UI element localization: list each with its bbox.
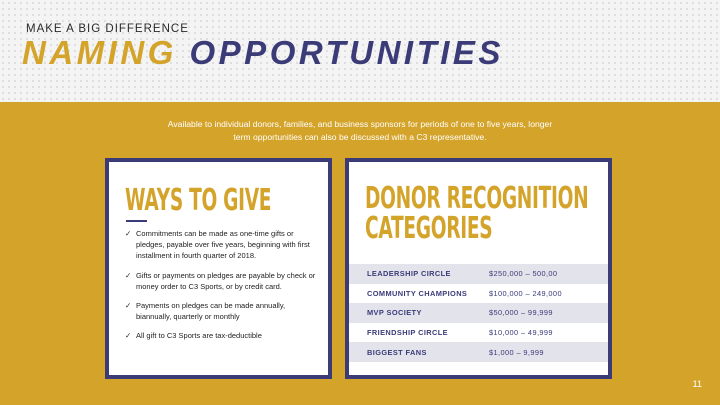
eyebrow-text: MAKE A BIG DIFFERENCE [26,23,189,35]
donor-recognition-title-line2: CATEGORIES [365,211,493,246]
list-item [125,330,321,341]
category-amount: $250,000 – 500,00 [489,269,558,279]
category-amount: $50,000 – 99,999 [489,308,553,318]
category-name: MVP SOCIETY [367,308,422,318]
list-item-text: Payments on pledges can be made annually, biannually, quarterly or monthly [136,301,286,322]
category-amount: $1,000 – 9,999 [489,347,544,357]
checkmark-icon: ✓ [125,229,132,238]
checkmark-icon: ✓ [125,270,132,280]
table-row [349,303,608,323]
header-banner [0,0,720,102]
table-row [349,323,608,343]
list-item-text: Gifts or payments on pledges are payable by check or money order to C3 Sports, or by credit card. [136,270,316,291]
category-amount: $100,000 – 249,000 [489,288,562,298]
intro-line-2: term opportunities can also be discussed with a C3 representative. [233,132,487,142]
donor-categories-table [349,264,608,362]
intro-line-1: Available to individual donors, families, and business sponsors for periods of one to five years, longer [167,119,553,129]
category-name: FRIENDSHIP CIRCLE [367,328,448,338]
category-name: COMMUNITY CHAMPIONS [367,288,468,298]
donor-recognition-title [365,181,589,246]
ways-to-give-card [105,158,332,379]
page-title-part2: OPPORTUNITIES [189,34,504,71]
category-name: LEADERSHIP CIRCLE [367,269,451,279]
page-title-part1: NAMING [22,34,177,71]
category-name: BIGGEST FANS [367,347,427,357]
page-title [22,34,504,72]
checkmark-icon: ✓ [125,301,132,311]
donor-recognition-card [345,158,612,379]
category-amount: $10,000 – 49,999 [489,328,553,338]
table-row [349,342,608,362]
table-row [349,284,608,304]
list-item [125,300,321,322]
list-item-text: Commitments can be made as one-time gifts or pledges, payable over five years, beginning with first installment in fourth quarter of 2018. [136,229,310,261]
list-item [125,270,321,292]
checkmark-icon: ✓ [125,331,132,341]
list-item [125,228,321,262]
intro-text [100,118,620,144]
list-item-text: All gift to C3 Sports are tax-deductible [136,331,262,341]
table-row [349,264,608,284]
page-number: 11 [692,379,702,389]
title-underline [126,220,147,222]
ways-to-give-list [125,228,321,350]
ways-to-give-title: WAYS TO GIVE [125,183,272,218]
donor-recognition-title-line1: DONOR RECOGNITION [365,181,589,216]
